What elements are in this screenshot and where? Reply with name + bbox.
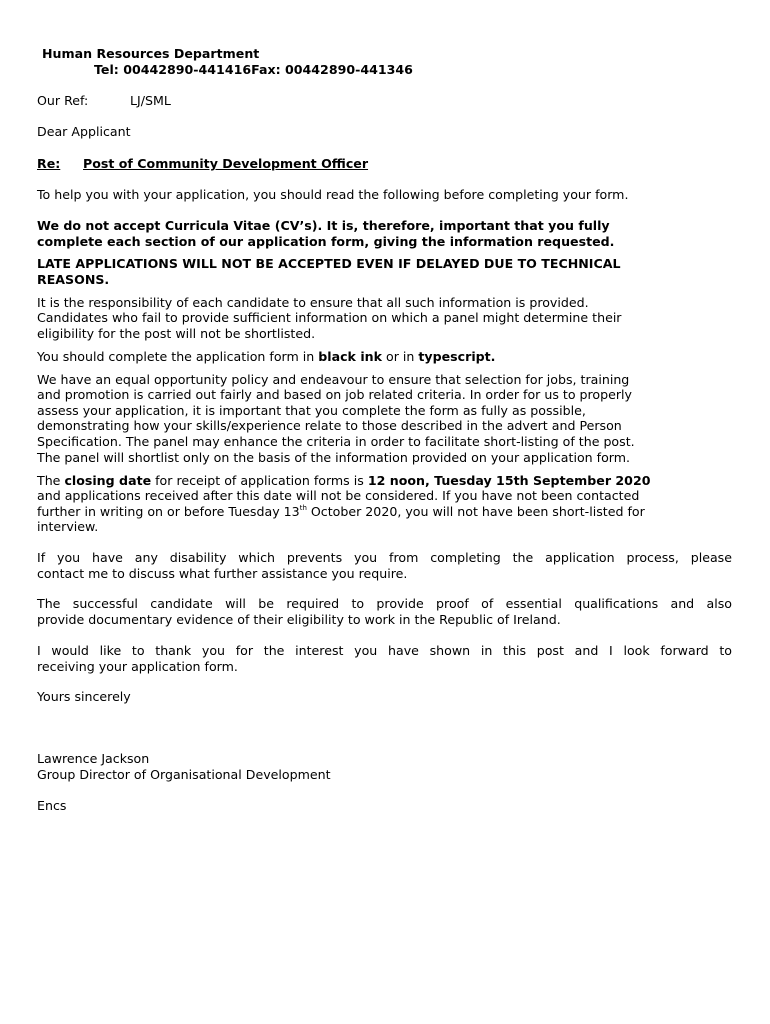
thanks-line-1: I would like to thank you for the interest you have shown in this post and I look forward to	[37, 643, 732, 658]
equal-opportunity-line-6: The panel will shortlist only on the basis of the information provided on your application form.	[37, 450, 631, 465]
department-heading: Human Resources Department	[42, 46, 260, 61]
equal-opportunity-line-5: Specification. The panel may enhance the criteria in order to facilitate short-listing of the post.	[37, 434, 635, 449]
ordinal-suffix: th	[299, 503, 307, 512]
contact-numbers: Tel: 00442890-441416Fax: 00442890-441346	[94, 62, 413, 77]
disability-line-1: If you have any disability which prevents you from completing the application process, please	[37, 550, 732, 565]
responsibility-line-3: eligibility for the post will not be shortlisted.	[37, 326, 316, 341]
equal-opportunity-line-2: and promotion is carried out fairly and based on job related criteria. In order for us to properly	[37, 387, 632, 402]
closing-mid: for receipt of application forms is	[151, 473, 368, 488]
reference-line	[37, 93, 88, 109]
equal-opportunity-line-3: assess your application, it is important that you complete the form as fully as possible,	[37, 403, 586, 418]
responsibility-line-1: It is the responsibility of each candidate to ensure that all such information is provided.	[37, 295, 589, 310]
signatory-title: Group Director of Organisational Development	[37, 767, 331, 782]
ink-instruction	[37, 349, 495, 365]
ink-typescript: typescript.	[418, 349, 496, 364]
cv-notice-line-2: complete each section of our application form, giving the information requested.	[37, 234, 615, 249]
enclosures: Encs	[37, 798, 67, 813]
closing-deadline: 12 noon, Tuesday 15th September 2020	[367, 473, 651, 488]
responsibility-line-2: Candidates who fail to provide sufficient information on which a panel might determine their	[37, 310, 622, 325]
closing-line-4: interview.	[37, 519, 99, 534]
reference-value: LJ/SML	[130, 93, 171, 108]
successful-line-2: provide documentary evidence of their eligibility to work in the Republic of Ireland.	[37, 612, 561, 627]
signoff: Yours sincerely	[37, 689, 131, 704]
signatory-name: Lawrence Jackson	[37, 751, 150, 766]
salutation: Dear Applicant	[37, 124, 131, 139]
closing-line-3-post: October 2020, you will not have been short-listed for	[306, 504, 645, 519]
reference-label: Our Ref:	[37, 93, 89, 108]
ink-pre: You should complete the application form in	[37, 349, 319, 364]
closing-line-3-pre: further in writing on or before Tuesday 13	[37, 504, 300, 519]
subject-label: Re:	[37, 156, 61, 171]
thanks-line-2: receiving your application form.	[37, 659, 238, 674]
closing-line-3	[37, 504, 645, 520]
ink-black: black ink	[318, 349, 382, 364]
equal-opportunity-line-1: We have an equal opportunity policy and endeavour to ensure that selection for jobs, training	[37, 372, 630, 387]
cv-notice-line-1: We do not accept Curricula Vitae (CV’s). It is, therefore, important that you fully	[37, 218, 610, 233]
late-notice-line-1: LATE APPLICATIONS WILL NOT BE ACCEPTED EVEN IF DELAYED DUE TO TECHNICAL	[37, 256, 621, 271]
closing-line-1	[37, 473, 650, 489]
late-notice-line-2: REASONS.	[37, 272, 110, 287]
successful-line-1: The successful candidate will be required to provide proof of essential qualifications and also	[37, 596, 732, 611]
ink-mid: or in	[381, 349, 419, 364]
closing-pre: The	[37, 473, 65, 488]
subject-title: Post of Community Development Officer	[83, 156, 369, 171]
intro-paragraph: To help you with your application, you should read the following before completing your form.	[37, 187, 629, 202]
closing-line-2: and applications received after this date will not be considered. If you have not been contacted	[37, 488, 640, 503]
equal-opportunity-line-4: demonstrating how your skills/experience relate to those described in the advert and Person	[37, 418, 622, 433]
closing-date-label: closing date	[64, 473, 152, 488]
disability-line-2: contact me to discuss what further assistance you require.	[37, 566, 408, 581]
